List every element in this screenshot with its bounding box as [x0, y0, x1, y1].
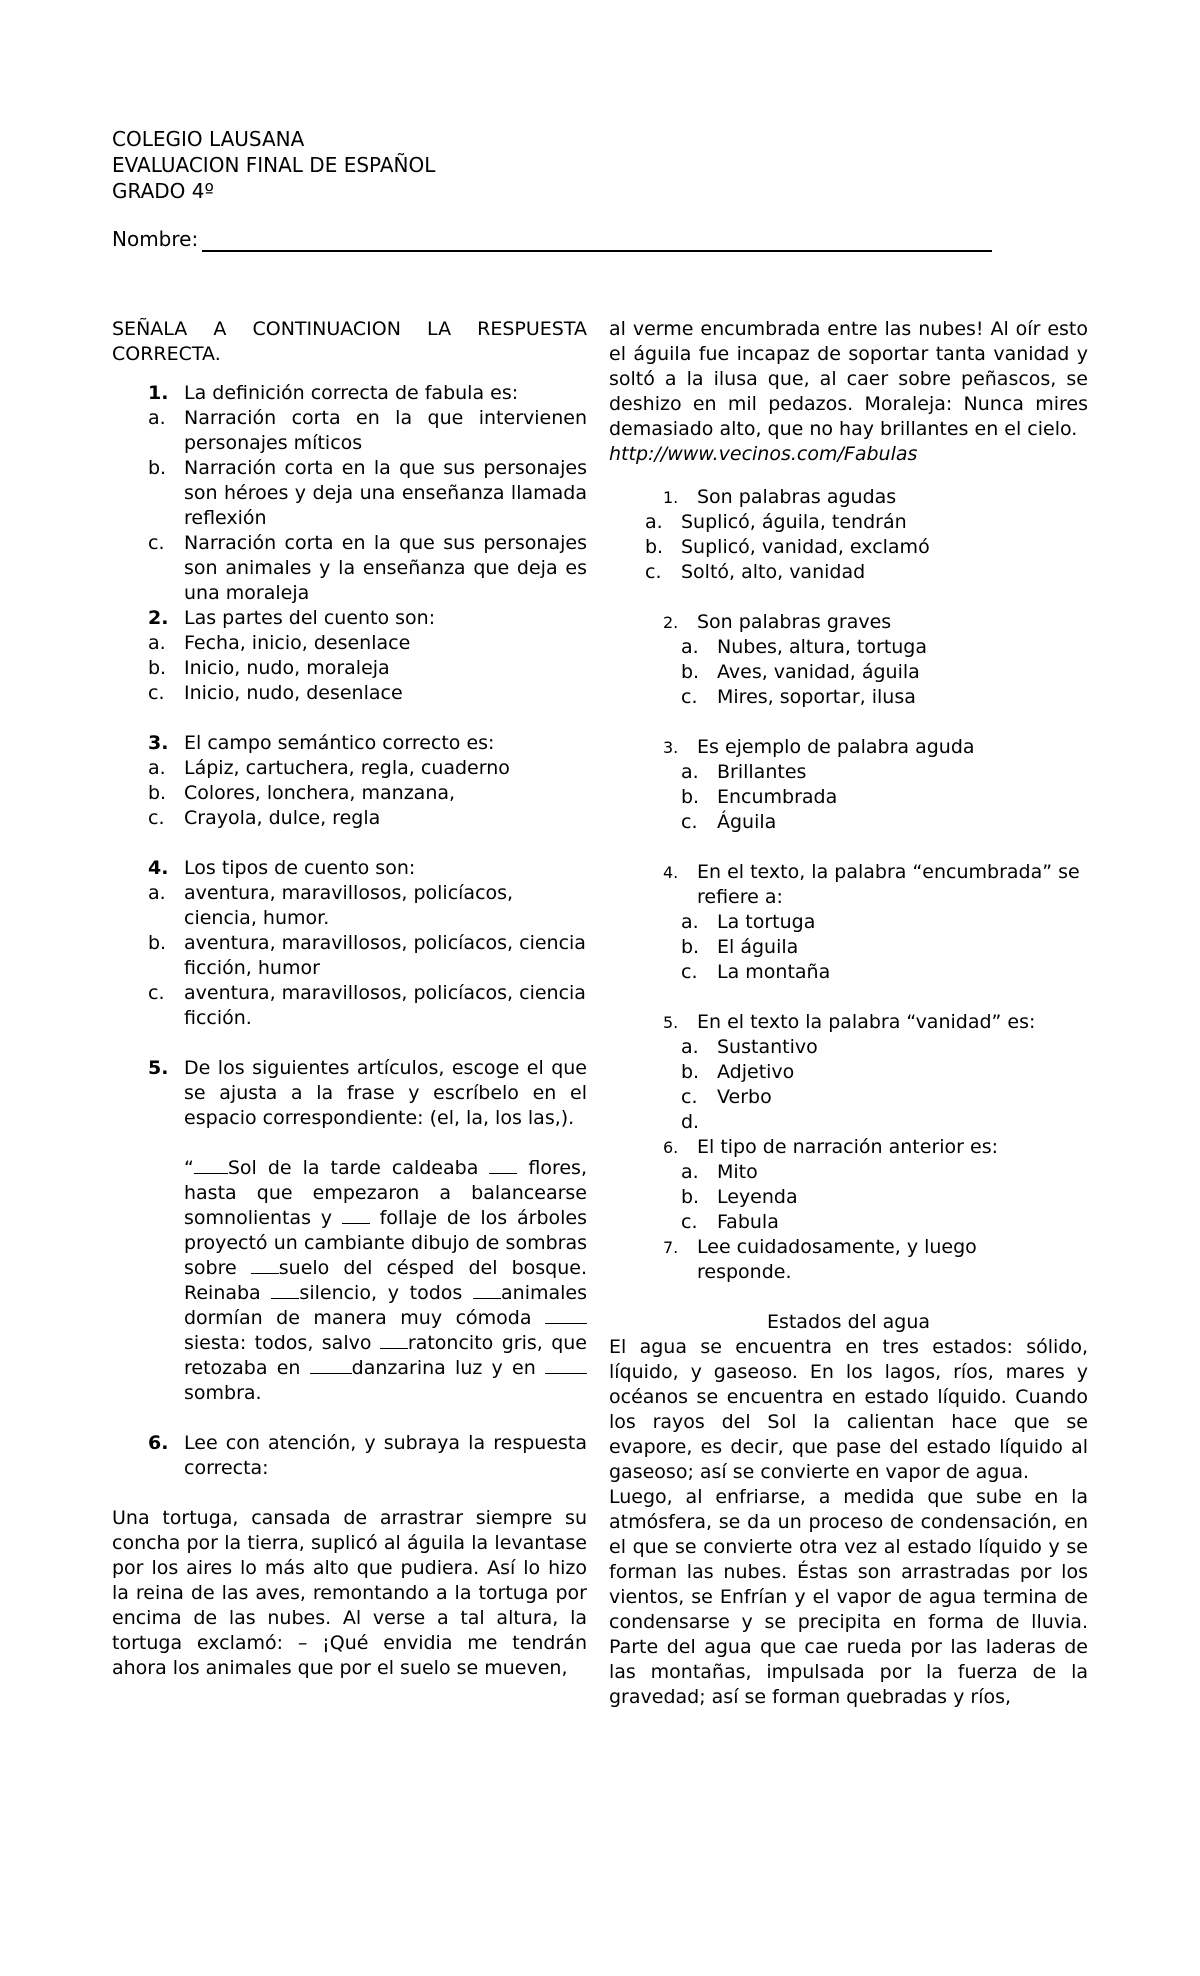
- option-letter: b.: [681, 1061, 700, 1083]
- question-number: 6.: [663, 1138, 679, 1157]
- option[interactable]: [148, 806, 587, 831]
- option[interactable]: [609, 660, 1088, 685]
- option-letter: b.: [148, 782, 167, 804]
- option-letter: b.: [681, 936, 700, 958]
- option-text: Crayola, dulce, regla: [184, 807, 381, 829]
- option-text: Inicio, nudo, desenlace: [184, 682, 403, 704]
- question-number: 7.: [663, 1238, 679, 1257]
- question-number: 3.: [148, 732, 169, 754]
- sub-question-1: [609, 485, 1088, 585]
- option[interactable]: [609, 685, 1088, 710]
- option-letter: c.: [148, 807, 165, 829]
- option[interactable]: [148, 981, 587, 1031]
- option[interactable]: [148, 781, 587, 806]
- option[interactable]: [609, 1035, 1088, 1060]
- option[interactable]: [609, 960, 1088, 985]
- question-number: 1.: [148, 382, 169, 404]
- answer-blank[interactable]: [473, 1281, 501, 1299]
- option-text: [717, 1110, 1088, 1135]
- option[interactable]: [148, 756, 587, 781]
- option[interactable]: [609, 560, 1088, 585]
- fable-source: http://www.vecinos.com/Fabulas: [609, 443, 918, 465]
- option-letter: c.: [681, 1211, 698, 1233]
- option[interactable]: [148, 531, 587, 606]
- question-number: 6.: [148, 1432, 169, 1454]
- question-1: [112, 381, 587, 606]
- option-text: Encumbrada: [717, 786, 838, 808]
- option-text: Narración corta en la que intervienen personajes míticos: [184, 407, 587, 454]
- option[interactable]: [609, 810, 1088, 835]
- option-text: La montaña: [717, 961, 831, 983]
- option-letter: c.: [681, 811, 698, 833]
- option[interactable]: [609, 1210, 1088, 1235]
- option[interactable]: [148, 456, 587, 531]
- option-text: aventura, maravillosos, policíacos, ciencia ficción.: [184, 982, 586, 1029]
- sub-question-5: [609, 1010, 1088, 1135]
- question-text: La definición correcta de fabula es:: [184, 382, 519, 404]
- text-segment: ratoncito gris, que retozaba en: [184, 1332, 587, 1379]
- text-segment: Sol de la tarde caldeaba: [227, 1157, 490, 1179]
- text-segment: animales dormían de manera muy cómoda: [184, 1282, 587, 1329]
- option-letter: c.: [645, 561, 662, 583]
- question-text: Son palabras graves: [697, 611, 892, 633]
- sub-question-3: [609, 735, 1088, 835]
- option-text: Aves, vanidad, águila: [717, 661, 920, 683]
- answer-blank[interactable]: [194, 1156, 228, 1174]
- option-text: Narración corta en la que sus personajes son animales y la enseñanza que deja es una moraleja: [184, 532, 587, 604]
- question-6: [112, 1431, 587, 1481]
- option-text: Suplicó, vanidad, exclamó: [681, 536, 930, 558]
- option-letter: b.: [681, 786, 700, 808]
- option[interactable]: [148, 406, 587, 456]
- option-letter: c.: [148, 532, 165, 554]
- text-segment: danzarina luz y en: [351, 1357, 545, 1379]
- sub-question-7: [609, 1235, 1088, 1285]
- question-number: 2.: [663, 613, 679, 632]
- option[interactable]: [609, 1160, 1088, 1185]
- fill-in-paragraph: [148, 1156, 587, 1406]
- answer-blank[interactable]: [489, 1156, 517, 1174]
- question-number: 5.: [663, 1013, 679, 1032]
- question-text: El tipo de narración anterior es:: [697, 1136, 998, 1158]
- option-text: Fabula: [717, 1211, 779, 1233]
- option[interactable]: [148, 681, 587, 706]
- name-field: [112, 226, 1012, 252]
- option[interactable]: [609, 1060, 1088, 1085]
- option[interactable]: [148, 656, 587, 681]
- text-segment: siesta: todos, salvo: [184, 1332, 380, 1354]
- option-letter: b.: [681, 1186, 700, 1208]
- option-text: aventura, maravillosos, policíacos, ciencia ficción, humor: [184, 932, 586, 979]
- option-letter: a.: [681, 761, 699, 783]
- option-letter: b.: [645, 536, 664, 558]
- question-5: [112, 1056, 587, 1406]
- text-segment: “: [184, 1157, 194, 1179]
- text-segment: suelo del césped del bosque. Reinaba: [184, 1257, 587, 1304]
- question-2: [112, 606, 587, 706]
- option-text: Colores, lonchera, manzana,: [184, 782, 456, 804]
- option[interactable]: [609, 910, 1088, 935]
- option-text: Mito: [717, 1161, 758, 1183]
- option[interactable]: [609, 1185, 1088, 1210]
- question-number: 3.: [663, 738, 679, 757]
- question-text: Lee con atención, y subraya la respuesta correcta:: [184, 1432, 587, 1479]
- question-text: De los siguientes artículos, escoge el que se ajusta a la frase y escríbelo en el espacio correspondiente: (el, la, los las,).: [184, 1057, 587, 1129]
- option-letter: b.: [681, 661, 700, 683]
- text-segment: flores, hasta que empezaron a balancearse somnolientas y: [184, 1157, 587, 1229]
- answer-blank[interactable]: [545, 1356, 587, 1374]
- option[interactable]: [609, 785, 1088, 810]
- answer-blank[interactable]: [545, 1306, 587, 1324]
- option-text: Fecha, inicio, desenlace: [184, 632, 411, 654]
- option-letter: a.: [681, 1036, 699, 1058]
- question-text: Los tipos de cuento son:: [184, 857, 416, 879]
- sub-question-2: [609, 610, 1088, 710]
- reading-paragraph-2: Luego, al enfriarse, a medida que sube en la atmósfera, se da un proceso de condensación, en el que se convierte otra vez al estado líquido y se forman las nubes. Éstas son arrastradas por los vientos, se Enfrían y el vapor de agua termina de condensarse y se precipita en forma de lluvia. Parte del agua que cae rueda por las laderas de las montañas, impulsada por la fuerza de la gravedad; así se forman quebradas y ríos,: [609, 1486, 1088, 1708]
- answer-blank[interactable]: [380, 1331, 408, 1349]
- option[interactable]: [609, 935, 1088, 960]
- question-text: En el texto, la palabra “encumbrada” se refiere a:: [697, 861, 1080, 908]
- question-text: El campo semántico correcto es:: [184, 732, 495, 754]
- option[interactable]: [609, 1085, 1088, 1110]
- reading-paragraph-1: El agua se encuentra en tres estados: sólido, líquido, y gaseoso. En los lagos, ríos, mares y océanos se encuentra en estado líquido. Cuando los rayos del Sol la calientan hace que se evapore, es decir, que pase del estado líquido al gaseoso; así se convierte en vapor de agua.: [609, 1336, 1088, 1483]
- option-text: Inicio, nudo, moraleja: [184, 657, 390, 679]
- question-text: Es ejemplo de palabra aguda: [697, 736, 975, 758]
- option-text: Brillantes: [717, 761, 807, 783]
- answer-blank[interactable]: [342, 1206, 370, 1224]
- option-text: Soltó, alto, vanidad: [681, 561, 866, 583]
- question-text: Las partes del cuento son:: [184, 607, 436, 629]
- question-text: En el texto la palabra “vanidad” es:: [697, 1011, 1036, 1033]
- grade: GRADO 4º: [112, 179, 214, 203]
- question-number: 4.: [148, 857, 169, 879]
- option-letter: b.: [148, 932, 167, 954]
- right-column: [609, 317, 1088, 1710]
- sub-question-4: [609, 860, 1088, 985]
- option-text: Narración corta en la que sus personajes son héroes y deja una enseñanza llamada reflexión: [184, 457, 587, 529]
- option-letter: c.: [681, 1086, 698, 1108]
- option-letter: a.: [645, 511, 663, 533]
- option[interactable]: [148, 881, 587, 931]
- option-text: aventura, maravillosos, policíacos, ciencia, humor.: [184, 882, 514, 929]
- option-letter: a.: [681, 911, 699, 933]
- question-text: Son palabras agudas: [697, 486, 897, 508]
- option-text: Mires, soportar, ilusa: [717, 686, 916, 708]
- option-text: Leyenda: [717, 1186, 798, 1208]
- option[interactable]: [609, 510, 1088, 535]
- option-text: Adjetivo: [717, 1061, 795, 1083]
- instruction: SEÑALA A CONTINUACION LA RESPUESTA CORRECTA.: [112, 318, 587, 365]
- option-text: Verbo: [717, 1086, 772, 1108]
- option[interactable]: [609, 535, 1088, 560]
- option-letter: b.: [148, 457, 167, 479]
- option-letter: c.: [148, 682, 165, 704]
- question-number: 5.: [148, 1057, 169, 1079]
- option-letter: a.: [681, 636, 699, 658]
- question-text: Lee cuidadosamente, y luego responde.: [697, 1236, 977, 1283]
- question-number: 1.: [663, 488, 679, 507]
- answer-blank[interactable]: [310, 1356, 352, 1374]
- option-text: Suplicó, águila, tendrán: [681, 511, 907, 533]
- option-letter: a.: [681, 1161, 699, 1183]
- option-text: El águila: [717, 936, 799, 958]
- question-4: [112, 856, 587, 1031]
- option[interactable]: [148, 631, 587, 656]
- sub-question-6: [609, 1135, 1088, 1235]
- exam-title: EVALUACION FINAL DE ESPAÑOL: [112, 153, 436, 177]
- question-3: [112, 731, 587, 831]
- fable-text-part-2: al verme encumbrada entre las nubes! Al oír esto el águila fue incapaz de soportar tanta vanidad y soltó a la ilusa que, al caer sobre peñascos, se deshizo en mil pedazos. Moraleja: Nunca mires demasiado alto, que no hay brillantes en el cielo.: [609, 318, 1088, 440]
- question-number: 2.: [148, 607, 169, 629]
- option-text: Águila: [717, 811, 777, 833]
- option-letter: c.: [148, 982, 165, 1004]
- option[interactable]: [609, 1110, 1088, 1135]
- fable-text-part-1: Una tortuga, cansada de arrastrar siempre su concha por la tierra, suplicó al águila la levantase por los aires lo más alto que pudiera. Así lo hizo la reina de las aves, remontando a la tortuga por encima de las nubes. Al verse a tal altura, la tortuga exclamó: – ¡Qué envidia me tendrán ahora los animales que por el suelo se mueven,: [112, 1507, 587, 1679]
- option-letter: d.: [681, 1111, 700, 1133]
- option[interactable]: [148, 931, 587, 981]
- option-letter: c.: [681, 686, 698, 708]
- name-blank-line[interactable]: [202, 228, 992, 252]
- question-number: 4.: [663, 863, 679, 882]
- option-text: Nubes, altura, tortuga: [717, 636, 928, 658]
- option-letter: a.: [148, 757, 166, 779]
- option-letter: a.: [148, 407, 166, 429]
- answer-blank[interactable]: [271, 1281, 299, 1299]
- option[interactable]: [609, 760, 1088, 785]
- text-segment: silencio, y todos: [299, 1282, 474, 1304]
- header: [112, 126, 1012, 252]
- text-segment: sombra.: [184, 1382, 262, 1404]
- option-letter: b.: [148, 657, 167, 679]
- option-letter: a.: [148, 882, 166, 904]
- school-name: COLEGIO LAUSANA: [112, 127, 305, 151]
- option-text: La tortuga: [717, 911, 816, 933]
- answer-blank[interactable]: [251, 1256, 279, 1274]
- name-label: Nombre:: [112, 227, 199, 251]
- option[interactable]: [609, 635, 1088, 660]
- reading-title: Estados del agua: [766, 1311, 931, 1333]
- option-letter: a.: [148, 632, 166, 654]
- text-segment: follaje de los árboles proyectó un cambiante dibujo de sombras sobre: [184, 1207, 588, 1279]
- left-column: [112, 317, 587, 1681]
- option-text: Lápiz, cartuchera, regla, cuaderno: [184, 757, 510, 779]
- option-letter: c.: [681, 961, 698, 983]
- option-text: Sustantivo: [717, 1036, 818, 1058]
